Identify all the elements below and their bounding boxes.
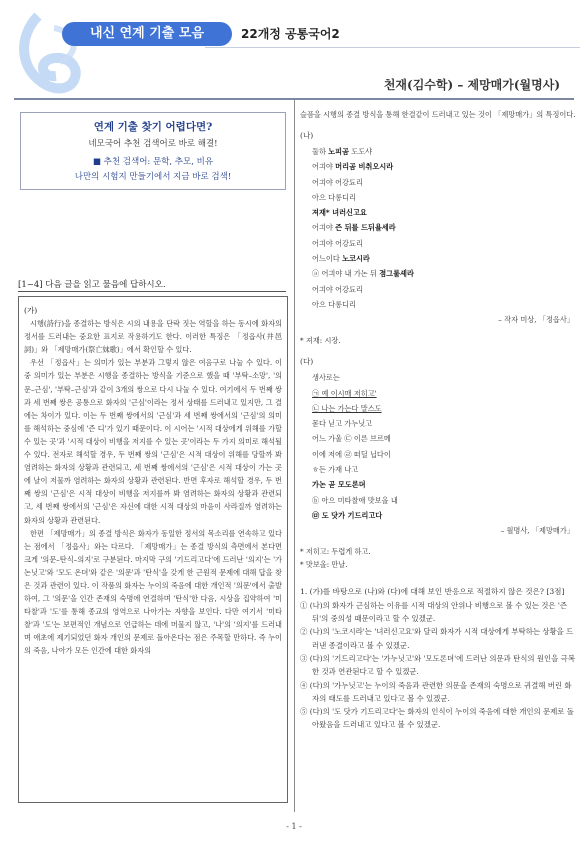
- promo-keywords: ■ 추천 검색어: 문학, 추모, 비유: [92, 157, 214, 167]
- poem-line: 둘하 노피곰 도도샤: [312, 147, 373, 156]
- poem-line: 어긔야 즌 뒤를 드뒤욜세라: [312, 223, 396, 233]
- intro-rule: [18, 291, 286, 292]
- course-subtitle: 22개정 공통국어2: [241, 27, 340, 41]
- emphasized-text: 머리곰 비취오시라: [335, 162, 394, 172]
- poem-line: ㉡ 나는 가는다 말스도: [312, 403, 382, 413]
- poem-da: [312, 370, 576, 523]
- passage-continuation: 슬픔을 시행의 종결 방식을 통해 한결같이 드러내고 있는 것이 「제망매가」의 특징이다.: [300, 110, 576, 119]
- header-banner: [0, 0, 588, 100]
- question-stem: 1. (가)를 바탕으로 (나)와 (다)에 대해 보인 반응으로 적절하지 않은 것은? [3점]: [300, 587, 565, 597]
- header-divider: [205, 47, 580, 48]
- emphasized-text: 졈그룰셰라: [379, 269, 414, 279]
- emphasized-text: 즌 뒤를 드뒤욜세라: [335, 223, 396, 233]
- poem-line: 가논 곧 모도론뎌: [312, 480, 366, 490]
- promo-headline: 연계 기출 찾기 어렵다면?: [93, 121, 213, 133]
- footnote: * 저히고: 두렵게 하고.: [300, 547, 371, 557]
- poem-na: [312, 144, 576, 312]
- poem-line: ⓑ 아으 미타찰애 맛보올 내: [312, 495, 398, 505]
- work-title: 천재(김수학) – 제망매가(월명사): [383, 78, 560, 92]
- poem-line: ㉠ 예 이시매 저히고': [312, 388, 377, 398]
- poem-line: ㉤ 도 닷가 기드리고다: [312, 510, 383, 520]
- promo-cta: 나만의 시험지 만들기에서 지금 바로 검색!: [74, 172, 232, 182]
- answer-option[interactable]: ① (나)의 화자가 근심하는 이유를 시적 대상의 안위나 비행으로 볼 수 있는 것은 '즌 뒤'의 중의성 때문이라고 할 수 있겠군.: [300, 600, 568, 624]
- poem-line: 어긔야 어강됴리: [312, 238, 363, 248]
- footnote: * 맛보올: 만날.: [300, 560, 348, 570]
- emphasized-text: 노코시라: [342, 254, 370, 264]
- poem-line: ㅎ든 가재 나고: [312, 465, 359, 475]
- answer-option[interactable]: ② (나)의 '노코시라'는 '녀러신고요'와 달리 화자가 시적 대상에게 부탁하는 상황을 드러낸 종결이라고 볼 수 있겠군.: [300, 627, 574, 650]
- poem-line: 어긔야 어강됴리: [312, 284, 363, 294]
- answer-option[interactable]: ③ (다)의 '기드리고다'는 '가누닛고'와 '모도론뎌'에 드러난 의문과 탄식의 원인을 극복한 것과 연관된다고 할 수 있겠군.: [300, 653, 575, 677]
- emphasized-text: 노피곰: [328, 147, 350, 156]
- poem-line: 어긔야 어강됴리: [312, 177, 363, 187]
- poem-line: 생사로는: [312, 373, 340, 383]
- passage-label: (가): [24, 306, 38, 315]
- passage-paragraph: 시행(詩行)을 종결하는 방식은 시의 내용을 단락 짓는 역할을 하는 동시에 화자의 정서를 드러내는 중요한 표지로 작용하기도 한다. 이러한 특징은 「정읍사(井邑詞)」와 「제망매가(祭亡妹歌)」에서 확인할 수 있다.: [24, 319, 282, 355]
- poem-line: 아으 다롱디리: [312, 192, 356, 202]
- poem-line: 어긔야 머리곰 비취오시라: [312, 162, 394, 172]
- swirl-logo-icon: [8, 6, 88, 96]
- poem-line: 아으 다롱디리: [312, 299, 356, 309]
- passage-ga: [24, 304, 282, 658]
- poem-line: [312, 205, 576, 220]
- promo-subline: 네모국어 추천 검색어로 바로 해결!: [88, 139, 218, 149]
- promo-box: [20, 112, 286, 190]
- right-column: [300, 108, 576, 732]
- page-number: - 1 -: [286, 822, 302, 831]
- poem-line: 어느이다 노코시라: [312, 254, 370, 264]
- passage-label: (다): [300, 357, 314, 367]
- column-divider: [294, 100, 295, 812]
- passage-label: (나): [300, 131, 314, 140]
- answer-option[interactable]: ④ (다)의 '가누닛고'는 누이의 죽음과 관련한 의문을 존재의 숙명으로 귀결해 버린 화자의 태도를 드러내고 있다고 볼 수 있겠군.: [300, 680, 572, 703]
- series-title-pill: 내신 연계 기출 모음: [62, 22, 232, 46]
- poem-line: 어느 가울 ㉢ 이른 브르메: [312, 434, 391, 444]
- passage-paragraph: 우선 「정읍사」는 의미가 있는 부분과 그렇지 않은 여음구로 나눌 수 있다. 이 중 의미가 있는 부분은 시행을 종결하는 방식을 기준으로 했을 때 '부탁–소망', '의문–근심', '부탁–근심'과 같이 3개의 쌍으로 다시 나눌 수 있다. 여기에서 두 번째 쌍과 세 번째 쌍은 공통으로 화자의 '근심'이라는 정서 상태를 드러내고 있지만, 그 결에는 차이가 있다. 이는 두 번째 쌍에서의 '근심'과 세 번째 쌍에서의 '근심'의 의미를 해석하는 중심에 '즌 디'가 있기 때문이다. 이 시어는 '시적 대상에게 위해를 가할 수 있는 곳'과 '시적 대상이 비행을 저지를 수 있는 곳'이라는 두 가지 의미로 해석될 수 있다. 전자로 해석할 경우, 두 번째 쌍의 '근심'은 시적 대상이 위해를 당할까 봐 염려하는 화자의 상황과 관련되고, 세 번째 쌍에서의 '근심'은 시적 대상이 가는 곳에 날이 저물까 염려하는 화자의 상황과 관련된다. 반면 후자로 해석할 경우, 두 번째 쌍의 '근심'은 시적 대상이 비행을 저지를까 봐 염려하는 화자의 상황과 관련되고, 세 번째 쌍에서의 '근심'은 자신에 대한 시적 대상의 마음이 사라질까 염려하는 화자의 상황과 관련된다.: [24, 358, 282, 525]
- footnote: * 져재: 시장.: [300, 336, 341, 346]
- poem-line: 이에 저에 ㉣ 떠딜 닙다이: [312, 449, 391, 459]
- emphasized-text: 져재* 녀러신고요: [312, 208, 367, 218]
- question-intro: [1~4] 다음 글을 읽고 물음에 답하시오.: [18, 280, 166, 290]
- poem-line: ⓐ 어긔야 내 가논 뒤 졈그룰셰라: [312, 269, 414, 279]
- poem-line: 몯다 닏고 가누닛고: [312, 419, 373, 429]
- answer-option[interactable]: ⑤ (다)의 '도 닷가 기드리고다'는 화자의 인식이 누이의 죽음에 대한 개인의 문제로 돌아왔음을 드러내고 있다고 볼 수 있겠군.: [300, 707, 574, 730]
- passage-paragraph: 한편 「제망매가」의 종결 방식은 화자가 동일한 정서의 목소리를 연속하고 있다는 점에서 「정읍사」와는 다르다. 「제망매가」는 종결 방식의 측면에서 본다면 크게 '의문–탄식–의지'로 구분된다. 마지막 구의 '기드리고다'에 드러난 '의지'는 '가논닛고'와 '모도 온뎌'와 같은 '의문'과 '탄식'을 갖게 한 근원적 문제에 대해 답을 찾은 것과 관련이 있다. 이 작품의 화자는 누이의 죽음에 대한 개인적 '의문'에서 출발하여, 그 '의문'을 인간 존재의 숙명에 연결하며 '탄식'한 다음, 시상을 집약하여 '미타찰'과 '도'를 통해 종교의 영역으로 나아가는 자향을 보인다. 다만 여기서 '미타찰'과 '도'는 보편적인 개념으로 언급하는 데에 머물지 않고, '나'의 '의지'를 드러내며 애초에 제기되었던 화자 개인의 문제로 돌아온다는 점은 주목할 만하다. 즉 누이의 죽음, 나아가 모든 인간에 대한 화자의: [24, 528, 282, 656]
- poem-source: – 작자 미상, 「정읍사」: [498, 315, 574, 325]
- poem-source: – 월명사, 「제망매가」: [500, 526, 574, 536]
